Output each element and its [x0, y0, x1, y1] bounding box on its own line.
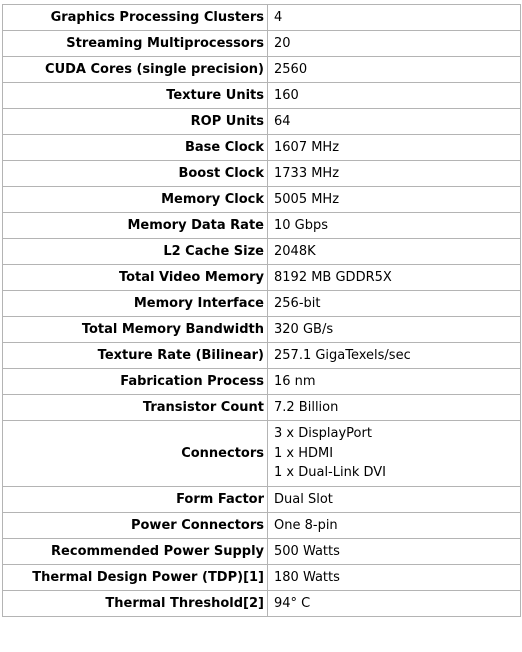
spec-label-rop-units: ROP Units — [3, 109, 268, 135]
spec-label-transistor-count: Transistor Count — [3, 395, 268, 421]
table-row — [3, 591, 521, 617]
connector-hdmi: 1 x HDMI — [274, 445, 334, 461]
spec-value-form-factor: Dual Slot — [268, 487, 521, 513]
table-row — [3, 395, 521, 421]
spec-label-thermal-threshold: Thermal Threshold[2] — [3, 591, 268, 617]
table-row — [3, 135, 521, 161]
table-row — [3, 317, 521, 343]
spec-value-transistor-count: 7.2 Billion — [268, 395, 521, 421]
table-row — [3, 109, 521, 135]
spec-value-rop-units: 64 — [268, 109, 521, 135]
spec-label-l2-cache-size: L2 Cache Size — [3, 239, 268, 265]
spec-label-texture-rate: Texture Rate (Bilinear) — [3, 343, 268, 369]
spec-value-fabrication-process: 16 nm — [268, 369, 521, 395]
spec-label-memory-clock: Memory Clock — [3, 187, 268, 213]
connector-dual-link-dvi: 1 x Dual-Link DVI — [274, 465, 387, 481]
spec-value-streaming-multiprocessors: 20 — [268, 31, 521, 57]
table-row — [3, 513, 521, 539]
spec-value-memory-clock: 5005 MHz — [268, 187, 521, 213]
spec-label-thermal-design-power: Thermal Design Power (TDP)[1] — [3, 565, 268, 591]
spec-label-power-connectors: Power Connectors — [3, 513, 268, 539]
spec-value-cuda-cores: 2560 — [268, 57, 521, 83]
spec-value-graphics-processing-clusters: 4 — [268, 5, 521, 31]
table-row — [3, 487, 521, 513]
spec-label-streaming-multiprocessors: Streaming Multiprocessors — [3, 31, 268, 57]
table-row — [3, 343, 521, 369]
spec-label-graphics-processing-clusters: Graphics Processing Clusters — [3, 5, 268, 31]
table-row — [3, 369, 521, 395]
table-row — [3, 539, 521, 565]
table-row — [3, 265, 521, 291]
table-row — [3, 31, 521, 57]
spec-value-base-clock: 1607 MHz — [268, 135, 521, 161]
spec-label-cuda-cores: CUDA Cores (single precision) — [3, 57, 268, 83]
connector-displayport: 3 x DisplayPort — [274, 426, 372, 442]
spec-label-memory-interface: Memory Interface — [3, 291, 268, 317]
spec-value-boost-clock: 1733 MHz — [268, 161, 521, 187]
gpu-specifications-table — [2, 4, 521, 617]
spec-value-texture-units: 160 — [268, 83, 521, 109]
spec-label-memory-data-rate: Memory Data Rate — [3, 213, 268, 239]
table-row — [3, 57, 521, 83]
table-row — [3, 187, 521, 213]
spec-label-total-memory-bandwidth: Total Memory Bandwidth — [3, 317, 268, 343]
spec-value-total-video-memory: 8192 MB GDDR5X — [268, 265, 521, 291]
spec-value-recommended-power-supply: 500 Watts — [268, 539, 521, 565]
table-row — [3, 421, 521, 487]
spec-value-l2-cache-size: 2048K — [268, 239, 521, 265]
table-row — [3, 161, 521, 187]
spec-label-texture-units: Texture Units — [3, 83, 268, 109]
spec-label-base-clock: Base Clock — [3, 135, 268, 161]
spec-value-memory-data-rate: 10 Gbps — [268, 213, 521, 239]
spec-label-boost-clock: Boost Clock — [3, 161, 268, 187]
spec-value-thermal-threshold: 94° C — [268, 591, 521, 617]
table-row — [3, 565, 521, 591]
table-row — [3, 291, 521, 317]
table-row — [3, 83, 521, 109]
table-row — [3, 239, 521, 265]
spec-label-recommended-power-supply: Recommended Power Supply — [3, 539, 268, 565]
spec-value-total-memory-bandwidth: 320 GB/s — [268, 317, 521, 343]
spec-label-form-factor: Form Factor — [3, 487, 268, 513]
spec-value-power-connectors: One 8-pin — [268, 513, 521, 539]
spec-label-fabrication-process: Fabrication Process — [3, 369, 268, 395]
spec-value-texture-rate: 257.1 GigaTexels/sec — [268, 343, 521, 369]
table-row — [3, 213, 521, 239]
spec-label-total-video-memory: Total Video Memory — [3, 265, 268, 291]
spec-value-thermal-design-power: 180 Watts — [268, 565, 521, 591]
table-row — [3, 5, 521, 31]
spec-value-connectors — [268, 421, 521, 487]
spec-value-memory-interface: 256-bit — [268, 291, 521, 317]
spec-label-connectors: Connectors — [3, 421, 268, 487]
